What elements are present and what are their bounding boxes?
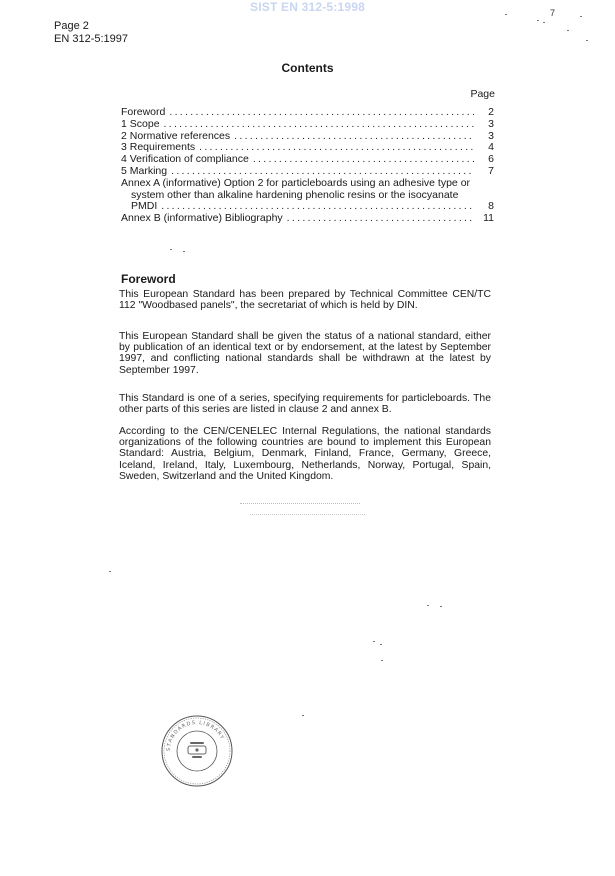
scan-speck bbox=[580, 16, 582, 17]
contents-title: Contents bbox=[281, 61, 334, 75]
toc-entry-page: 7 bbox=[488, 164, 494, 177]
scan-speck bbox=[537, 20, 539, 21]
scan-speck bbox=[586, 40, 588, 41]
toc-entry-label: 5 Marking bbox=[121, 164, 168, 177]
toc-entry-marking[interactable] bbox=[121, 166, 494, 178]
toc-leader bbox=[169, 107, 474, 119]
toc-annex-a-line1: Annex A (informative) Option 2 for particleboards using an adhesive type or bbox=[121, 176, 471, 189]
toc-annex-a-line3: PMDI bbox=[131, 200, 158, 213]
toc-entry-label: 4 Verification of compliance bbox=[121, 153, 249, 166]
stamp-emblem bbox=[188, 742, 206, 758]
foreword-paragraph: This European Standard shall be given the status of a national standard, either by publication of an identical text or by endorsement, at the latest by September 1997, and conflicting national standards shall be withdrawn at the latest by September 1997. bbox=[119, 331, 491, 376]
toc-entry-page: 11 bbox=[483, 212, 494, 225]
scan-speck bbox=[440, 606, 442, 607]
toc-entry-label: 2 Normative references bbox=[121, 129, 231, 142]
page-number: Page 2 bbox=[54, 20, 89, 32]
toc-entry-label: 3 Requirements bbox=[121, 141, 196, 154]
scan-speck bbox=[380, 644, 382, 645]
library-stamp bbox=[160, 714, 234, 788]
toc-leader bbox=[234, 131, 474, 143]
scan-speck bbox=[109, 571, 111, 572]
corner-mark: 7 bbox=[550, 8, 556, 18]
toc-entry-verification[interactable] bbox=[121, 154, 494, 166]
toc-entry-annex-a[interactable] bbox=[121, 178, 494, 213]
scan-speck bbox=[505, 14, 507, 15]
foreword-paragraph: According to the CEN/CENELEC Internal Regulations, the national standards organizations of the following countries are bound to implement this European Standard: Austria, Belgium, Denmark, Finland, France, Germany, Greece, Iceland, Ireland, Italy, Luxembourg, Netherlands, Norway, Portugal, Spain, Sweden, Switzerland and the United Kingdom. bbox=[119, 426, 491, 482]
foreword-paragraph: This Standard is one of a series, specifying requirements for particleboards. The other parts of this series are listed in clause 2 and annex B. bbox=[119, 393, 491, 416]
toc-entry-scope[interactable] bbox=[121, 119, 494, 131]
toc-leader bbox=[171, 166, 474, 178]
scan-speck bbox=[170, 249, 172, 250]
toc-leader bbox=[253, 154, 474, 166]
scan-speck bbox=[381, 660, 383, 661]
table-of-contents bbox=[121, 107, 494, 225]
toc-annex-a-line2: system other than alkaline hardening phenolic resins or the isocyanate bbox=[131, 188, 459, 201]
foreword-paragraph: This European Standard has been prepared by Technical Committee CEN/TC 112 "Woodbased panels", the secretariat of which is held by DIN. bbox=[119, 289, 491, 312]
watermark: SIST EN 312-5:1998 bbox=[250, 0, 365, 14]
toc-entry-page: 3 bbox=[488, 129, 494, 142]
toc-entry-page: 4 bbox=[488, 141, 494, 154]
toc-leader bbox=[164, 119, 474, 131]
toc-leader bbox=[287, 213, 474, 225]
scan-speck bbox=[543, 22, 545, 23]
toc-entry-label: Annex B (informative) Bibliography bbox=[121, 212, 283, 225]
scan-speck bbox=[427, 605, 429, 606]
scan-speck bbox=[567, 30, 569, 31]
scan-speck bbox=[302, 715, 304, 716]
scan-speck bbox=[183, 251, 185, 252]
scan-speck bbox=[373, 641, 375, 642]
foreword-heading: Foreword bbox=[121, 272, 176, 286]
toc-entry-page: 6 bbox=[488, 153, 494, 166]
scan-smudge bbox=[240, 503, 360, 505]
toc-entry-label: 1 Scope bbox=[121, 117, 160, 130]
page-column-label: Page bbox=[470, 88, 495, 100]
toc-entry-page: 2 bbox=[488, 106, 494, 118]
toc-entry-label: Foreword bbox=[121, 106, 166, 118]
toc-entry-foreword[interactable] bbox=[121, 107, 494, 119]
standard-reference: EN 312-5:1997 bbox=[54, 33, 128, 45]
toc-entry-page: 3 bbox=[488, 117, 494, 130]
scan-smudge bbox=[250, 514, 365, 516]
toc-entry-page: 8 bbox=[488, 200, 494, 213]
stamp-ring-text: STANDARDS LIBRARY bbox=[165, 719, 226, 752]
toc-entry-annex-b[interactable] bbox=[121, 213, 494, 225]
